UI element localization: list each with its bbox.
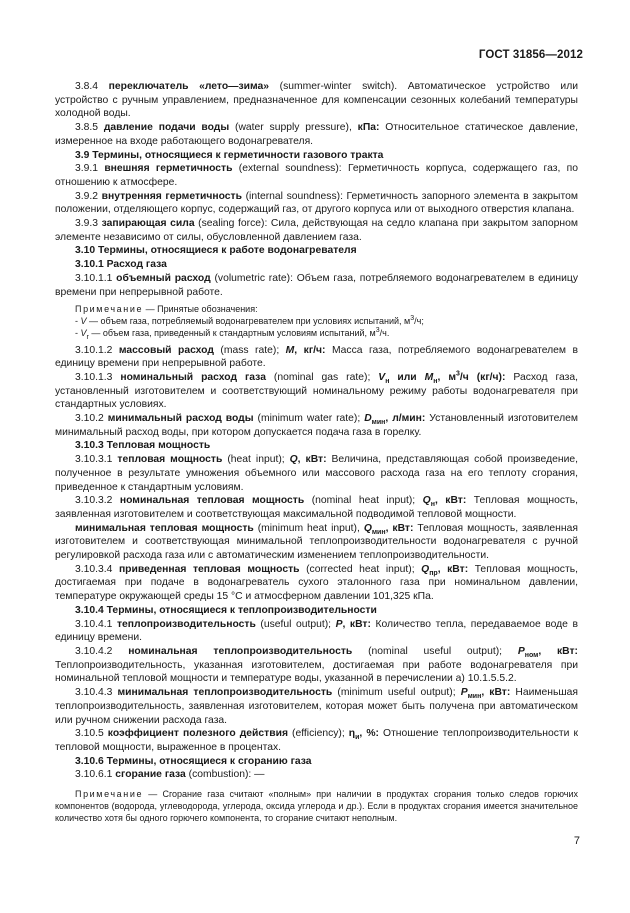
list-dash: - [75,328,81,339]
subscript: и [355,734,360,742]
term-name: номинальная теплопроизводительность [128,646,353,657]
term-name: коэффициент полезного действия [107,728,288,740]
note-text: — Принятые обозначения: [143,304,258,315]
term-definition: Наименьшая теплопроизводительность, заявленная изготовителем, которая может быть получена при автоматическом или ручном снижении расхода газа. [55,687,578,726]
subscript: мин [371,528,386,536]
subscript: н [430,501,435,509]
term-3-10-3-2 [55,494,578,521]
term-min-heat-input [55,522,578,563]
symbol: D [364,413,372,425]
symbol: P [460,687,468,699]
term-name: теплопроизводительность [116,618,256,630]
subscript: н [433,378,438,385]
term-english: (water supply pressure), [229,122,358,134]
subscript: пр [429,569,438,577]
term-english: (efficiency); [288,728,349,740]
term-definition: Тепловая мощность, заявленная изготовителем и соответствующая максимальной подводимой тепловой мощности. [55,495,578,520]
clause-number: 3.9.2 [75,190,102,202]
term-unit: , кВт: [385,522,414,534]
term-definition: Тепловая мощность, заявленная изготовителем и соответствующая минимальной теплопроизводительности водонагревателя с ручной регулировкой расхода газа или с автоматическим изменением теплопроизводительности. [55,522,578,562]
clause-number: 3.9.1 [75,163,105,175]
subscript: r [86,334,89,342]
term-unit: , кВт: [437,563,469,575]
term-definition: (volumetric rate): Объем газа, потребляемого водонагревателем в единицу времени при непрерывной работе. [55,272,579,298]
clause-number: 3.10.6.1 [75,769,116,781]
term-3-8-5 [55,121,578,148]
term-definition: Масса газа, потребляемого водонагревателем в единицу времени при непрерывной работе. [55,344,579,370]
term-unit: , кВт: [342,618,371,630]
term-english: (mass rate); [213,344,286,356]
symbol: M [285,344,295,356]
clause-number: 3.10.3.4 [75,563,119,575]
term-unit: , л/мин: [385,413,426,425]
term-unit: , %: [359,728,379,740]
subscript: мин [467,693,482,701]
term-definition: Теплопроизводительность, указанная изготовителем, достигаемая при работе водонагревателя при номинальной тепловой мощности и температуре воды, указанной в перечислении а) 10.1.5.5.2. [55,659,578,685]
term-name: минимальный расход воды [107,413,254,425]
term-3-10-1-3 [55,371,578,412]
clause-number: 3.10.1.3 [75,371,121,383]
term-unit: , м [437,371,456,383]
term-name: объемный расход [116,272,211,284]
symbol: Q [422,495,431,507]
term-3-10-3-4 [55,563,578,604]
symbol: V [80,316,87,327]
term-name: внешняя герметичность [104,163,233,175]
term-3-9-2 [55,190,578,217]
term-name: сгорание газа [115,769,186,781]
term-unit: , кВт: [434,495,467,507]
section-heading-3-10-1: 3.10.1 Расход газа [75,259,167,271]
symbol: P [517,646,525,657]
section-heading-3-10-3: 3.10.3 Тепловая мощность [75,440,211,452]
note-symbols [55,303,578,315]
section-heading-3-10-6: 3.10.6 Термины, относящиеся к сгоранию газа [75,755,312,767]
subscript: мин [371,419,386,427]
term-english: (nominal useful output); [352,646,518,657]
term-3-8-4 [55,80,578,121]
clause-number: 3.10.1.1 [75,272,117,284]
term-definition: Относительное статическое давление, измеренное на входе работающего водонагревателя. [55,122,578,147]
note-text: — объем газа, приведенный к стандартным условиям испытаний, м [88,328,376,339]
term-name: номинальная тепловая мощность [119,495,305,507]
symbol: Q [289,454,298,466]
term-name: тепловая мощность [117,454,223,466]
term-name: минимальная теплопроизводительность [117,687,333,699]
clause-number: 3.9.3 [75,218,102,230]
superscript: 3 [455,370,460,378]
term-english: (useful output); [255,618,336,630]
term-name: приведенная тепловая мощность [118,563,300,575]
clause-number: 3.10.3.2 [75,495,120,507]
term-english: (minimum heat input), [253,522,364,534]
term-english: (corrected heat input); [299,563,422,575]
term-3-9-1 [55,162,578,189]
symbol: V [80,328,87,339]
term-3-10-1-2 [55,344,578,371]
term-3-10-5 [55,727,578,754]
term-unit: , кВт: [297,454,327,466]
list-dash: - [75,316,81,327]
symbol: M [424,371,434,383]
note-combustion [55,788,578,824]
term-definition: Величина, представляющая собой произведение, полученное в результате умножения объемного или массового расхода газа на его теплоту сгорания, приведенное к стандартным условиям. [55,454,578,493]
term-english: (minimum water rate); [253,413,365,425]
page-content [55,80,578,824]
page-number: 7 [573,835,580,847]
term-3-10-3-1 [55,453,578,494]
note-label: Примечание [75,304,144,315]
clause-number: 3.10.3.1 [75,454,118,466]
clause-number: 3.8.4 [75,81,109,92]
term-3-10-2 [55,412,578,439]
clause-number: 3.10.2 [75,413,108,425]
document-header: ГОСТ 31856—2012 [478,49,583,61]
note-symbol-vr [55,327,578,342]
term-unit: кПа: [357,122,380,134]
note-symbol-v [55,315,578,327]
note-text: /ч. [379,328,390,339]
term-name: минимальная тепловая мощность [75,522,254,534]
symbol: P [335,618,343,630]
term-definition: (external soundness): Герметичность корпуса, содержащего газ, по отношению к атмосфере. [55,163,578,188]
section-heading-3-9: 3.9 Термины, относящиеся к герметичности газового тракта [75,149,384,161]
note-label: Примечание [75,789,144,800]
term-3-10-6-1 [55,768,578,782]
symbol: Q [363,522,372,534]
term-unit: /ч (кг/ч): [459,371,506,383]
term-english: (nominal gas rate); [265,371,379,383]
clause-number: 3.10.4.3 [75,687,118,699]
term-definition: Отношение теплопроизводительности к тепловой мощности, выраженное в процентах. [55,728,578,753]
term-3-10-4-2 [55,645,578,686]
term-definition: Тепловая мощность, достигаемая при подаче в водонагреватель сухого эталонного газа при номинальном давлении, температуре окружающей среды 15 °С и атмосферном давлении 101,325 кПа. [55,563,578,603]
term-3-10-4-3 [55,686,578,727]
subscript: н [385,378,390,385]
note-text: — объем газа, потребляемый водонагревателем при условиях испытаний, м [86,316,411,327]
symbol: η [348,728,356,740]
term-definition: (summer-winter switch). Автоматическое устройство или устройство с ручным управлением, предназначенное для компенсации сезонных колебаний температуры холодной воды. [55,81,579,120]
term-3-9-3 [55,217,578,244]
clause-number: 3.10.5 [75,728,108,740]
subscript: ном [524,652,539,660]
term-name: внутренняя герметичность [101,190,242,202]
clause-number: 3.10.1.2 [75,344,119,356]
term-definition: (combustion): — [185,769,265,781]
term-english: (minimum useful output); [332,687,461,699]
term-unit: , кг/ч: [294,344,326,356]
term-english: (nominal heat input); [304,495,423,507]
term-3-10-4-1 [55,618,578,645]
term-unit: , кВт: [481,687,511,699]
clause-number: 3.10.4.1 [75,618,117,630]
term-definition: Количество тепла, передаваемое воде в единицу времени. [55,618,578,644]
term-3-10-1-1 [55,272,578,299]
section-heading-3-10-4: 3.10.4 Термины, относящиеся к теплопроизводительности [75,604,377,616]
term-english: (heat input); [222,454,290,466]
term-unit: , кВт: [538,646,579,657]
note-text: /ч; [414,316,424,327]
section-heading-3-10: 3.10 Термины, относящиеся к работе водонагревателя [75,245,357,257]
symbol: V [378,371,386,383]
term-name: массовый расход [118,344,214,356]
term-name: переключатель «лето—зима» [108,81,270,92]
clause-number: 3.8.5 [75,122,104,134]
superscript: 3 [410,315,415,323]
clause-number: 3.10.4.2 [75,646,129,657]
term-name: давление подачи воды [103,122,230,134]
term-definition: (internal soundness): Герметичность запорного элемента в закрытом положении, отделяющего корпус, содержащий газ, от другого корпуса или от выходного отверстия клапана. [55,190,578,216]
symbol: Q [421,563,430,575]
conjunction: или [389,371,425,383]
term-name: запирающая сила [101,218,195,230]
term-name: номинальный расход газа [120,371,266,383]
note-text: — Сгорание газа считают «полным» при наличии в продуктах сгорания только следов горючих компонентов (водорода, углеводорода, углерода, оксида углерода и др.). Если в продуктах сгорания имеется значительное количество хотя бы одного горючего компонента, то сгорание считают неполным. [55,789,578,824]
superscript: 3 [375,327,380,335]
term-definition: Расход газа, установленный изготовителем и соответствующий номинальному режиму работы водонагревателя при стандартных условиях. [55,371,579,411]
term-definition: (sealing force): Сила, действующая на седло клапана при закрытом запорном элементе независимо от силы, обусловленной давлением газа. [55,218,578,243]
term-definition: Установленный изготовителем минимальный расход воды, при котором допускается подача газа в горелку. [55,413,578,438]
